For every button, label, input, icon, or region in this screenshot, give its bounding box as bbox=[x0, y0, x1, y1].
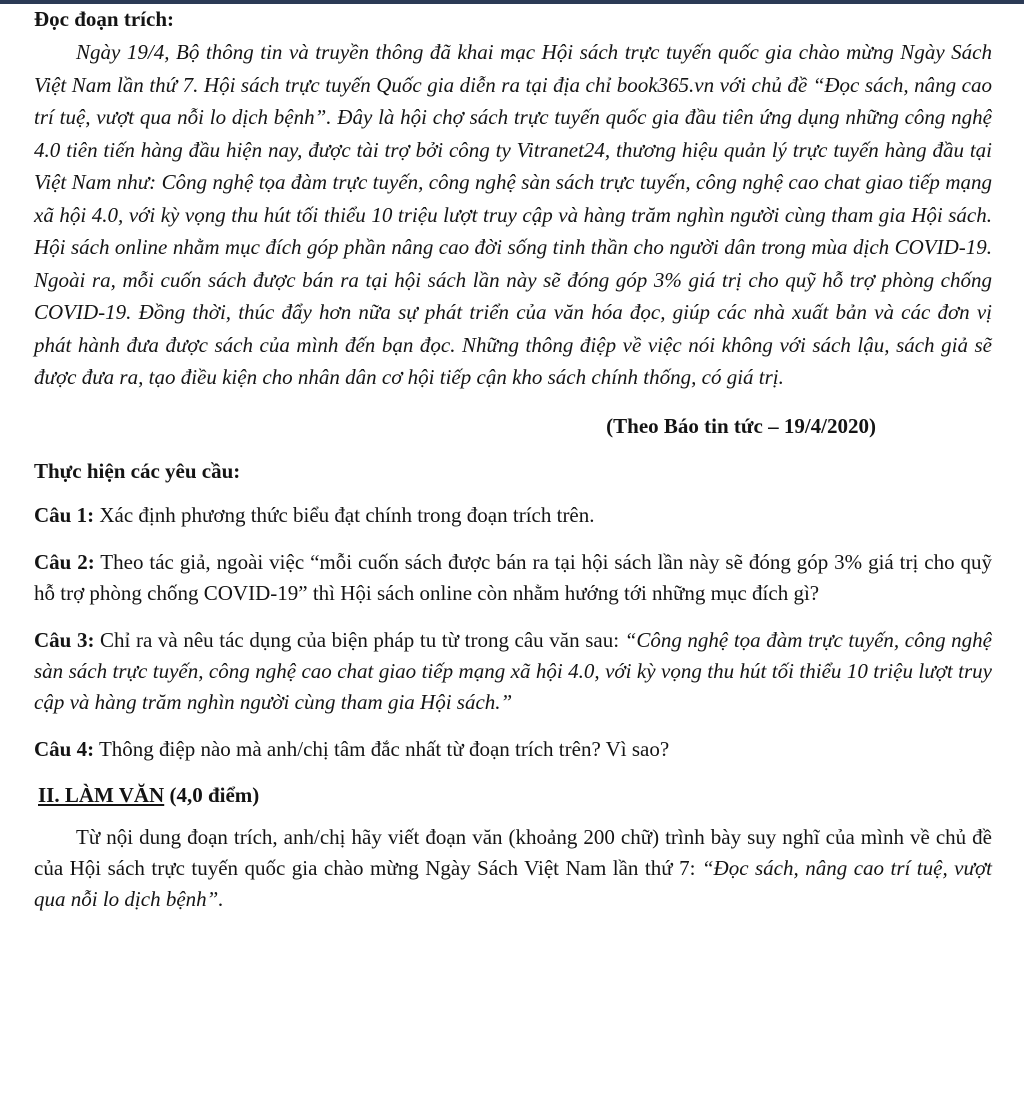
question-2-label: Câu 2: bbox=[34, 549, 95, 574]
top-border bbox=[0, 0, 1024, 4]
reading-heading: Đọc đoạn trích: bbox=[34, 7, 174, 31]
section-2-points: (4,0 điểm) bbox=[164, 782, 260, 807]
section-2-heading bbox=[38, 783, 992, 808]
question-4-label: Câu 4: bbox=[34, 736, 95, 761]
essay-prompt-quote: “Đọc sách, nâng cao trí tuệ, vượt qua nỗi lo dịch bệnh”. bbox=[34, 855, 992, 911]
question-3 bbox=[34, 625, 992, 718]
question-1-text: Xác định phương thức biểu đạt chính trong đoạn trích trên. bbox=[94, 502, 595, 527]
section-2-title: II. LÀM VĂN bbox=[38, 782, 165, 807]
question-1-label: Câu 1: bbox=[34, 502, 95, 527]
document-page bbox=[34, 6, 992, 915]
source-citation: (Theo Báo tin tức – 19/4/2020) bbox=[606, 413, 876, 438]
question-3-quote: “Công nghệ tọa đàm trực tuyến, công nghệ sàn sách trực tuyến, công nghệ cao chat giao tiếp mạng xã hội 4.0, với kỳ vọng thu hút tối thiểu 10 triệu lượt truy cập và hàng trăm nghìn người cùng tham gia Hội sách.” bbox=[34, 627, 993, 714]
question-2-text: Theo tác giả, ngoài việc “mỗi cuốn sách được bán ra tại hội sách lần này sẽ đóng góp 3% giá trị cho quỹ hỗ trợ phòng chống COVID-19” thì Hội sách online còn nhằm hướng tới những mục đích gì? bbox=[34, 549, 992, 605]
question-4 bbox=[34, 734, 992, 765]
question-1 bbox=[34, 500, 992, 531]
essay-prompt bbox=[34, 822, 992, 915]
question-3-text: Chỉ ra và nêu tác dụng của biện pháp tu từ trong câu văn sau: bbox=[94, 627, 625, 652]
requirements-title: Thực hiện các yêu cầu: bbox=[34, 458, 241, 483]
question-3-label: Câu 3: bbox=[34, 627, 95, 652]
question-2 bbox=[34, 547, 992, 609]
excerpt-paragraph: Ngày 19/4, Bộ thông tin và truyền thông đã khai mạc Hội sách trực tuyến quốc gia chào mừng Ngày Sách Việt Nam lần thứ 7. Hội sách trực tuyến Quốc gia diễn ra tại địa chỉ book365.vn với chủ đề “Đọc sách, nâng cao trí tuệ, vượt qua nỗi lo dịch bệnh”. Đây là hội chợ sách trực tuyến quốc gia đầu tiên ứng dụng những công nghệ 4.0 tiên tiến hàng đầu hiện nay, được tài trợ bởi công ty Vitranet24, thương hiệu quản lý trực tuyến hàng đầu tại Việt Nam như: Công nghệ tọa đàm trực tuyến, công nghệ sàn sách trực tuyến, công nghệ cao chat giao tiếp mạng xã hội 4.0, với kỳ vọng thu hút tối thiểu 10 triệu lượt truy cập và hàng trăm nghìn người cùng tham gia Hội sách. Hội sách online nhằm mục đích góp phần nâng cao đời sống tinh thần cho người dân trong mùa dịch COVID-19. Ngoài ra, mỗi cuốn sách được bán ra tại hội sách lần này sẽ đóng góp 3% giá trị cho quỹ hỗ trợ phòng chống COVID-19. Đồng thời, thúc đẩy hơn nữa sự phát triển của văn hóa đọc, giúp các nhà xuất bản và các đơn vị phát hành đưa được sách của mình đến bạn đọc. Những thông điệp về việc nói không với sách lậu, sách giả sẽ được đưa ra, tạo điều kiện cho nhân dân cơ hội tiếp cận kho sách chính thống, có giá trị. bbox=[34, 40, 992, 389]
essay-prompt-text: Từ nội dung đoạn trích, anh/chị hãy viết đoạn văn (khoảng 200 chữ) trình bày suy nghĩ của mình về chủ đề của Hội sách trực tuyến quốc gia chào mừng Ngày Sách Việt Nam lần thứ 7: bbox=[34, 824, 992, 880]
question-4-text: Thông điệp nào mà anh/chị tâm đắc nhất từ đoạn trích trên? Vì sao? bbox=[94, 736, 670, 761]
